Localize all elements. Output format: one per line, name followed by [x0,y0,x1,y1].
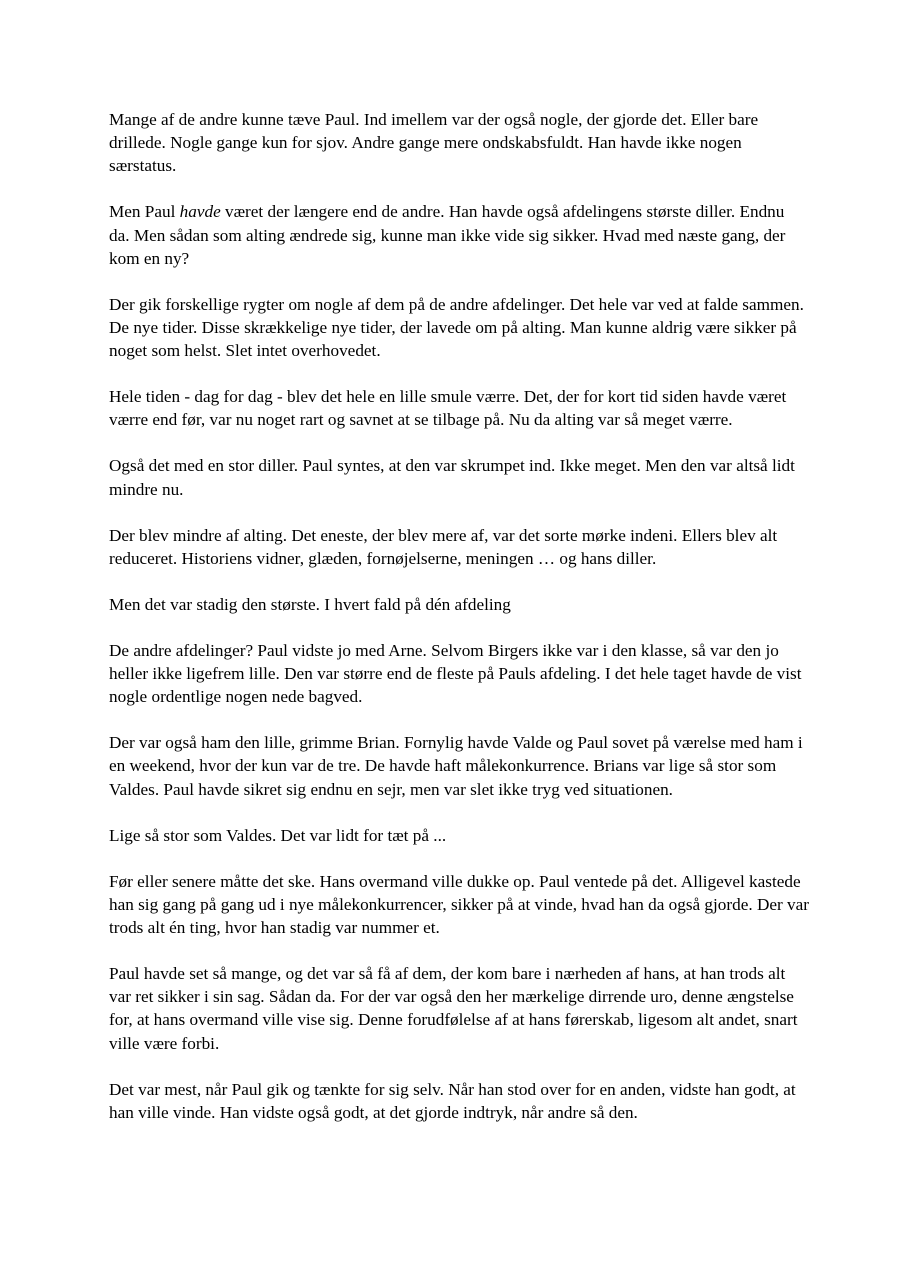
paragraph-2-after: været der længere end de andre. Han havde også afdelingens største diller. Endnu da. Men sådan som alting ændrede sig, kunne man ikke vide sig sikker. Hvad med næste gang, der kom en ny? [109,202,786,268]
paragraph-13: Det var mest, når Paul gik og tænkte for sig selv. Når han stod over for en anden, vidste han godt, at han ville vinde. Han vidste også godt, at det gjorde indtryk, når andre så den. [109,1079,796,1122]
paragraph-11: Før eller senere måtte det ske. Hans overmand ville dukke op. Paul ventede på det. Alligevel kastede han sig gang på gang ud i nye målekonkurrencer, sikker på at vinde, hvad han da også gjorde. Der var trods alt én ting, hvor han stadig var nummer et. [109,871,809,938]
paragraph-7: Men det var stadig den største. I hvert fald på dén afdeling [109,594,511,614]
paragraph-2 [109,200,809,270]
paragraph-8: De andre afdelinger? Paul vidste jo med Arne. Selvom Birgers ikke var i den klasse, så var den jo heller ikke ligefrem lille. Den var større end de fleste på Pauls afdeling. I det hele taget havde de vist nogle ordentlige nogen nede bagved. [109,640,802,707]
document-page [109,108,809,1124]
paragraph-5: Også det med en stor diller. Paul syntes, at den var skrumpet ind. Ikke meget. Men den var altså lidt mindre nu. [109,456,795,499]
paragraph-2-emphasis: havde [179,202,221,222]
paragraph-10: Lige så stor som Valdes. Det var lidt for tæt på ... [109,825,447,845]
paragraph-12: Paul havde set så mange, og det var så få af dem, der kom bare i nærheden af hans, at han trods alt var ret sikker i sin sag. Sådan da. For der var også den her mærkelige dirrende uro, denne ængstelse for, at hans overmand ville vise sig. Denne forudfølelse af at hans førerskab, ligesom alt andet, snart ville være forbi. [109,964,798,1053]
paragraph-1: Mange af de andre kunne tæve Paul. Ind imellem var der også nogle, der gjorde det. Eller bare drillede. Nogle gange kun for sjov. Andre gange mere ondskabsfuldt. Han havde ikke nogen særstatus. [109,110,759,176]
paragraph-2-before: Men Paul [109,202,180,222]
paragraph-9: Der var også ham den lille, grimme Brian. Fornylig havde Valde og Paul sovet på værelse med ham i en weekend, hvor der kun var de tre. De havde haft målekonkurrence. Brians var lige så stor som Valdes. Paul havde sikret sig endnu en sejr, men var slet ikke tryg ved situationen. [109,733,803,799]
paragraph-3: Der gik forskellige rygter om nogle af dem på de andre afdelinger. Det hele var ved at falde sammen. De nye tider. Disse skrækkelige nye tider, der lavede om på alting. Man kunne aldrig være sikker på noget som helst. Slet intet overhovedet. [109,294,804,361]
paragraph-6: Der blev mindre af alting. Det eneste, der blev mere af, var det sorte mørke indeni. Ellers blev alt reduceret. Historiens vidner, glæden, fornøjelserne, meningen … og hans diller. [109,525,778,568]
paragraph-4: Hele tiden - dag for dag - blev det hele en lille smule værre. Det, der for kort tid siden havde været værre end før, var nu noget rart og savnet at se tilbage på. Nu da alting var så meget værre. [109,387,787,430]
